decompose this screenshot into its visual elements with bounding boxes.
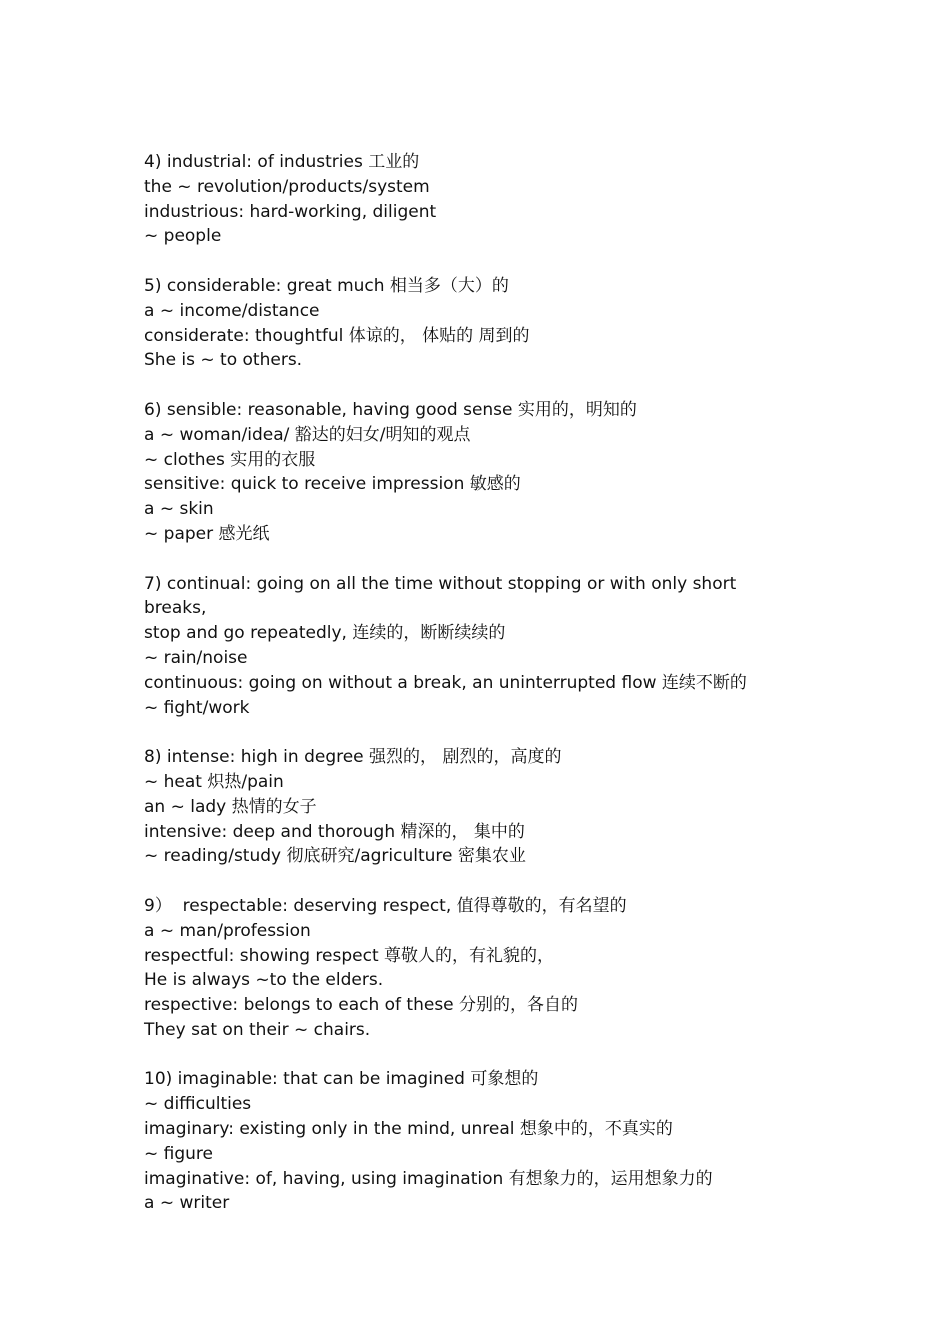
entry-line: ~ figure — [144, 1143, 213, 1164]
entry-line: ~ fight/work — [144, 697, 250, 718]
entry-line: a ~ writer — [144, 1193, 230, 1214]
entry-line: a ~ man/profession — [144, 920, 311, 941]
entry-intense — [144, 745, 784, 869]
entry-line: 8) intense: high in degree 强烈的， 剧烈的，高度的 — [144, 747, 562, 768]
entry-line: stop and go repeatedly, 连续的，断断续续的 — [144, 623, 506, 644]
entry-line: ~ clothes 实用的衣服 — [144, 449, 316, 470]
entry-line: He is always ~to the elders. — [144, 970, 384, 991]
entry-line: ~ paper 感光纸 — [144, 523, 270, 544]
vocabulary-notes — [144, 150, 784, 1241]
entry-line: 10) imaginable: that can be imagined 可象想的 — [144, 1069, 539, 1090]
entry-line: a ~ income/distance — [144, 300, 320, 321]
entry-line: 9） respectable: deserving respect, 值得尊敬的，有名望的 — [144, 895, 627, 916]
entry-line: considerate: thoughtful 体谅的， 体贴的 周到的 — [144, 325, 530, 346]
entry-line: imaginary: existing only in the mind, unreal 想象中的，不真实的 — [144, 1119, 673, 1140]
entry-line: imaginative: of, having, using imagination 有想象力的，运用想象力的 — [144, 1168, 713, 1189]
entry-line: breaks, — [144, 598, 207, 619]
entry-line: 7) continual: going on all the time without stopping or with only short — [144, 573, 737, 594]
entry-line: 6) sensible: reasonable, having good sense 实用的，明知的 — [144, 399, 637, 420]
entry-line: respectful: showing respect 尊敬人的，有礼貌的， — [144, 945, 555, 966]
entry-considerable — [144, 274, 784, 373]
entry-line: 5) considerable: great much 相当多（大）的 — [144, 275, 509, 296]
entry-line: They sat on their ~ chairs. — [144, 1019, 371, 1040]
entry-respectable — [144, 894, 784, 1043]
entry-line: She is ~ to others. — [144, 350, 303, 371]
entry-sensible — [144, 398, 784, 547]
entry-imaginable — [144, 1067, 784, 1216]
entry-line: intensive: deep and thorough 精深的， 集中的 — [144, 821, 525, 842]
entry-line: continuous: going on without a break, an uninterrupted flow 连续不断的 — [144, 672, 747, 693]
entry-line: a ~ woman/idea/ 豁达的妇女/明知的观点 — [144, 424, 471, 445]
entry-line: an ~ lady 热情的女子 — [144, 796, 317, 817]
entry-line: ~ rain/noise — [144, 647, 248, 668]
entry-line: sensitive: quick to receive impression 敏感的 — [144, 474, 521, 495]
entry-line: ~ difficulties — [144, 1094, 252, 1115]
entry-line: ~ heat 炽热/pain — [144, 771, 284, 792]
entry-line: ~ people — [144, 226, 222, 247]
entry-line: industrious: hard-working, diligent — [144, 201, 437, 222]
entry-continual — [144, 572, 784, 721]
entry-line: a ~ skin — [144, 499, 214, 520]
entry-industrial — [144, 150, 784, 249]
entry-line: ~ reading/study 彻底研究/agriculture 密集农业 — [144, 846, 526, 867]
entry-line: the ~ revolution/products/system — [144, 176, 430, 197]
entry-line: 4) industrial: of industries 工业的 — [144, 152, 420, 172]
entry-line: respective: belongs to each of these 分别的，各自的 — [144, 995, 579, 1016]
